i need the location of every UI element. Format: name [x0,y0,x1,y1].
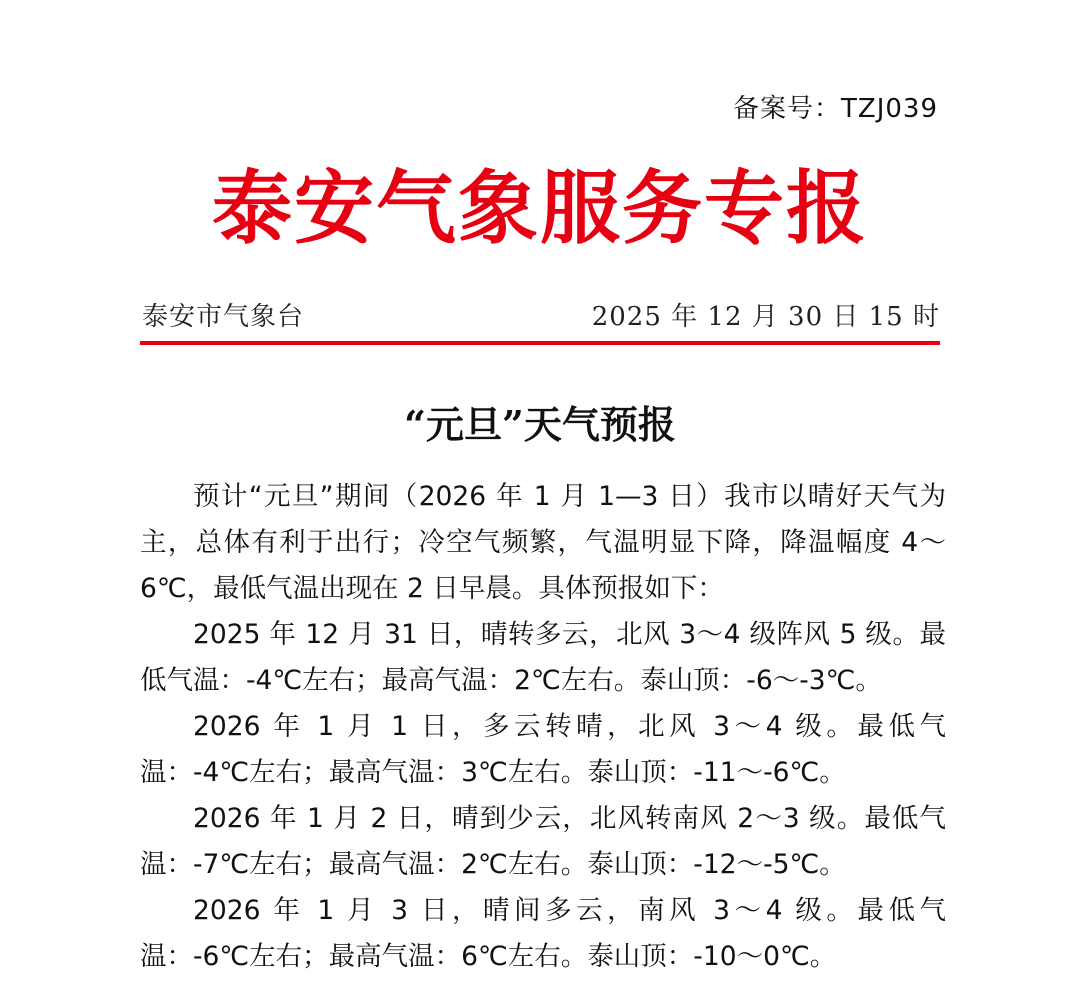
paragraph-jan-2: 2026 年 1 月 2 日，晴到少云，北风转南风 2～3 级。最低气温：-7℃左右；最高气温：2℃左右。泰山顶：-12～-5℃。 [140,803,946,880]
paragraph-intro: 预计“元旦”期间（2026 年 1 月 1—3 日）我市以晴好天气为主，总体有利于出行；冷空气频繁，气温明显下降，降温幅度 4～6℃，最低气温出现在 2 日早晨。具体预报如下： [140,481,946,604]
document-body [140,474,946,980]
masthead-title: 泰安气象服务专报 [212,161,868,255]
issuer-row [142,296,940,333]
record-number: 备案号：TZJ039 [733,94,938,124]
paragraph-jan-1: 2026 年 1 月 1 日，多云转晴，北风 3～4 级。最低气温：-4℃左右；最高气温：3℃左右。泰山顶：-11～-6℃。 [140,711,946,788]
issue-time: 2025 年 12 月 30 日 15 时 [591,302,940,332]
red-divider [140,341,940,345]
issuer-name: 泰安市气象台 [142,302,305,332]
paragraph-dec-31: 2025 年 12 月 31 日，晴转多云，北风 3～4 级阵风 5 级。最低气温：-4℃左右；最高气温：2℃左右。泰山顶：-6～-3℃。 [140,619,946,696]
document-title: “元旦”天气预报 [404,402,676,447]
paragraph-jan-3: 2026 年 1 月 3 日，晴间多云，南风 3～4 级。最低气温：-6℃左右；最高气温：6℃左右。泰山顶：-10～0℃。 [140,895,946,972]
